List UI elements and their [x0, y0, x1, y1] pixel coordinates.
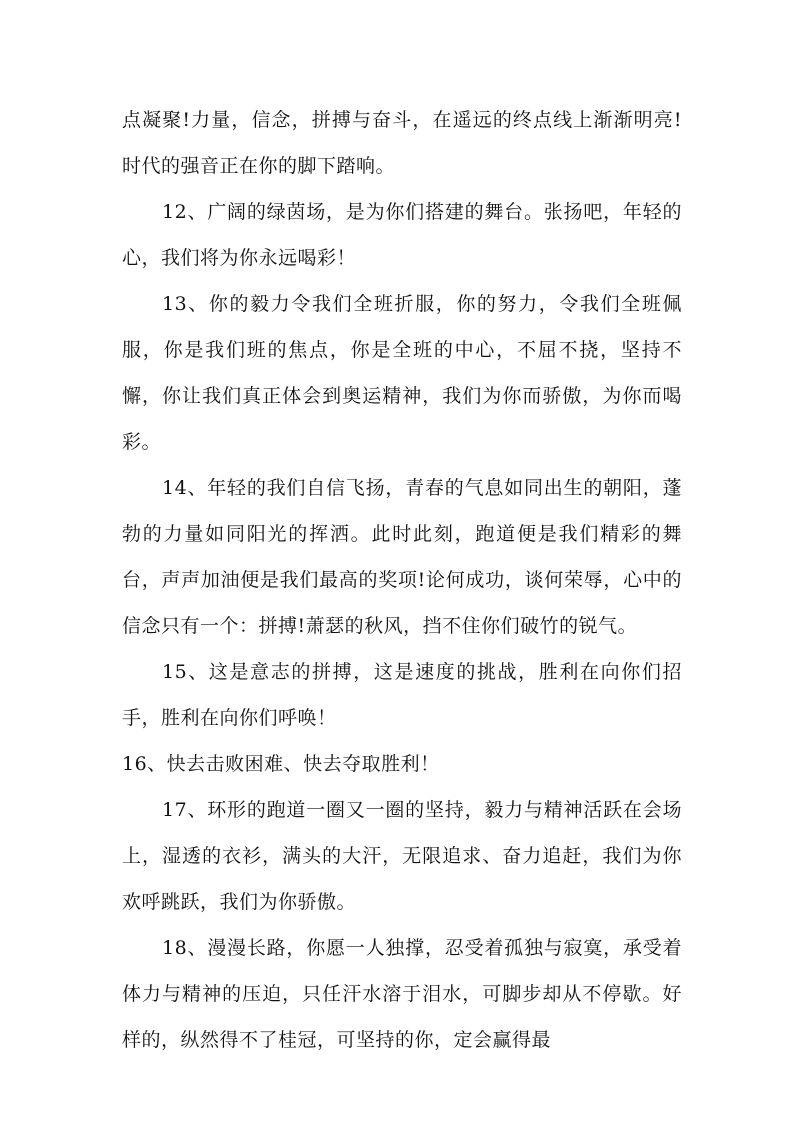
paragraph-14: 14、年轻的我们自信飞扬，青春的气息如同出生的朝阳，蓬勃的力量如同阳光的挥洒。此时此刻，跑道便是我们精彩的舞台，声声加油便是我们最高的奖项!论何成功，谈何荣辱，心中的信念只有一个：拼搏!萧瑟的秋风，挡不住你们破竹的锐气。	[122, 477, 682, 637]
paragraph-continued: 点凝聚!力量，信念，拼搏与奋斗，在遥远的终点线上渐渐明亮!时代的强音正在你的脚下踏响。	[122, 109, 682, 177]
paragraph-16: 16、快去击败困难、快去夺取胜利！	[122, 753, 440, 775]
paragraph-17: 17、环形的跑道一圈又一圈的坚持，毅力与精神活跃在会场上，湿透的衣衫，满头的大汗，无限追求、奋力追赶，我们为你欢呼跳跃，我们为你骄傲。	[122, 799, 682, 913]
paragraph-12: 12、广阔的绿茵场，是为你们搭建的舞台。张扬吧，年轻的心，我们将为你永远喝彩！	[122, 201, 682, 269]
document-body	[122, 97, 682, 1063]
paragraph-18: 18、漫漫长路，你愿一人独撑，忍受着孤独与寂寞，承受着体力与精神的压迫，只任汗水溶于泪水，可脚步却从不停歇。好样的，纵然得不了桂冠，可坚持的你，定会赢得最	[122, 937, 682, 1051]
paragraph-15: 15、这是意志的拼搏，这是速度的挑战，胜利在向你们招手，胜利在向你们呼唤！	[122, 661, 682, 729]
paragraph-13: 13、你的毅力令我们全班折服，你的努力，令我们全班佩服，你是我们班的焦点，你是全班的中心，不屈不挠，坚持不懈，你让我们真正体会到奥运精神，我们为你而骄傲，为你而喝彩。	[122, 293, 682, 453]
